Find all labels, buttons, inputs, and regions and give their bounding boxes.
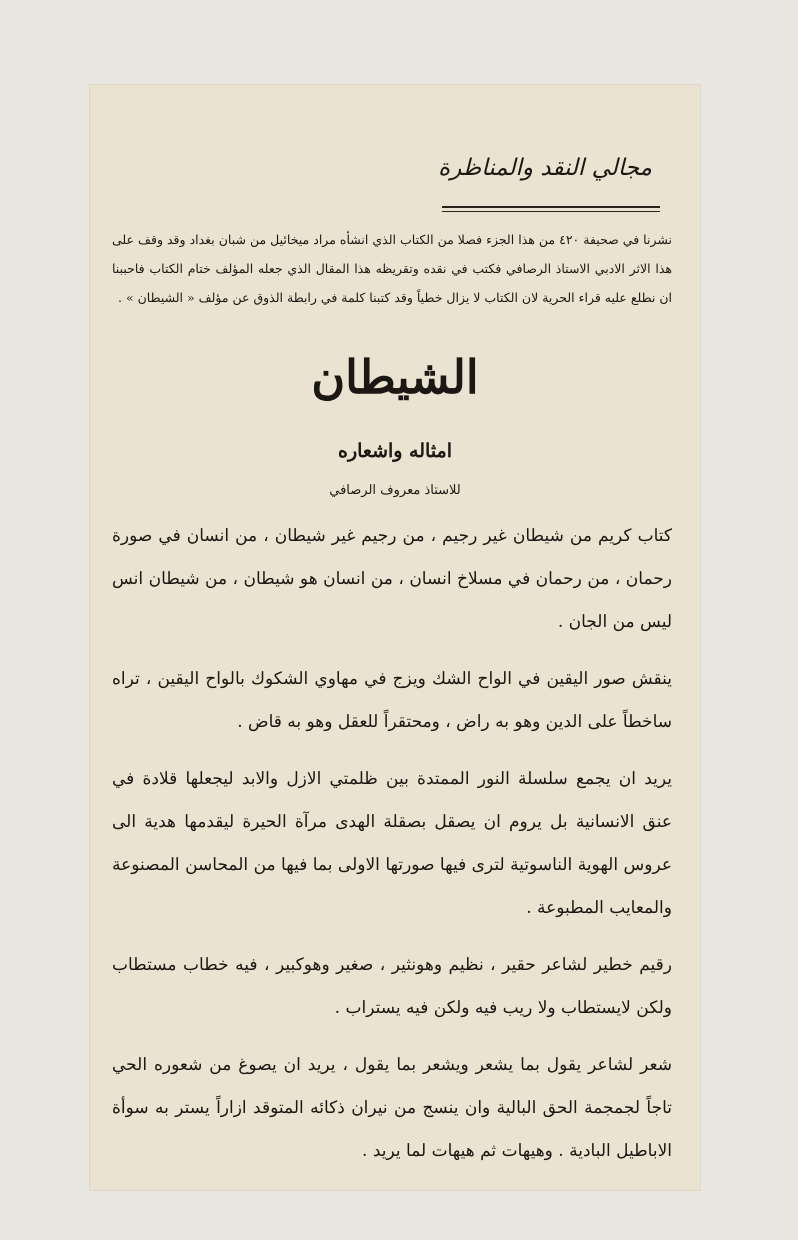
editor-note: نشرنا في صحيفة ٤٢٠ من هذا الجزء فصلا من الكتاب الذي انشأه مراد ميخائيل من شبان بغداد وقد وقف على هذا الاثر الادبي الاستاذ الرصافي فكتب في نقده وتقريظه هذا المقال الذي جعله المؤلف ختام الكتاب فاحببنا ان نطلع عليه قراء الحرية لان الكتاب لا يزال خطياً وقد كتبنا كلمة في رابطة الذوق عن مؤلف « الشيطان » .: [112, 232, 673, 305]
document-page: [90, 85, 700, 1190]
header-rule-thin: [442, 211, 660, 212]
header-rule-thick: [442, 206, 660, 208]
paragraph: ينقش صور اليقين في الواح الشك ويزج في مهاوي الشكوك بالواح اليقين ، تراه ساخطاً على الدين وهو به راض ، ومحتقراً للعقل وهو به قاض .: [112, 669, 672, 732]
paragraph: شعر لشاعر يقول بما يشعر ويشعر بما يقول ، يريد ان يصوغ من شعوره الحي تاجاً لجمجمة الحق البالية وان ينسج من نيران ذكائه المتوقد ازاراً يستر به سوأة الاباطيل البادية . وهيهات ثم هيهات لما يريد .: [112, 1055, 672, 1161]
paragraph: يريد ان يجمع سلسلة النور الممتدة بين ظلمتي الازل والابد ليجعلها قلادة في عنق الانسانية بل يروم ان يصقل بصقلة الهدى مرآة الحيرة ليقدمها هدية الى عروس الهوية الناسوتية لترى فيها صورتها الاولى بما فيها من المحاسن المصنوعة والمعايب المطبوعة .: [112, 769, 672, 918]
paragraph: كتاب كريم من شيطان غير رجيم ، من رجيم غير شيطان ، من انسان في صورة رحمان ، من رحمان في مسلاخ انسان ، من انسان هو شيطان ، من شيطان انس ليس من الجان .: [112, 526, 672, 632]
section-header: مجالي النقد والمناظرة: [438, 155, 652, 181]
article-body: [112, 515, 672, 1187]
paragraph: رقيم خطير لشاعر حقير ، نظيم وهونثير ، صغير وهوكبير ، فيه خطاب مستطاب ولكن لايستطاب ولا ريب فيه ولكن فيه يستراب .: [112, 955, 672, 1018]
article-title: الشيطان: [311, 350, 479, 404]
article-subtitle: امثاله واشعاره: [337, 440, 453, 462]
article-author: للاستاذ معروف الرصافي: [329, 483, 461, 498]
